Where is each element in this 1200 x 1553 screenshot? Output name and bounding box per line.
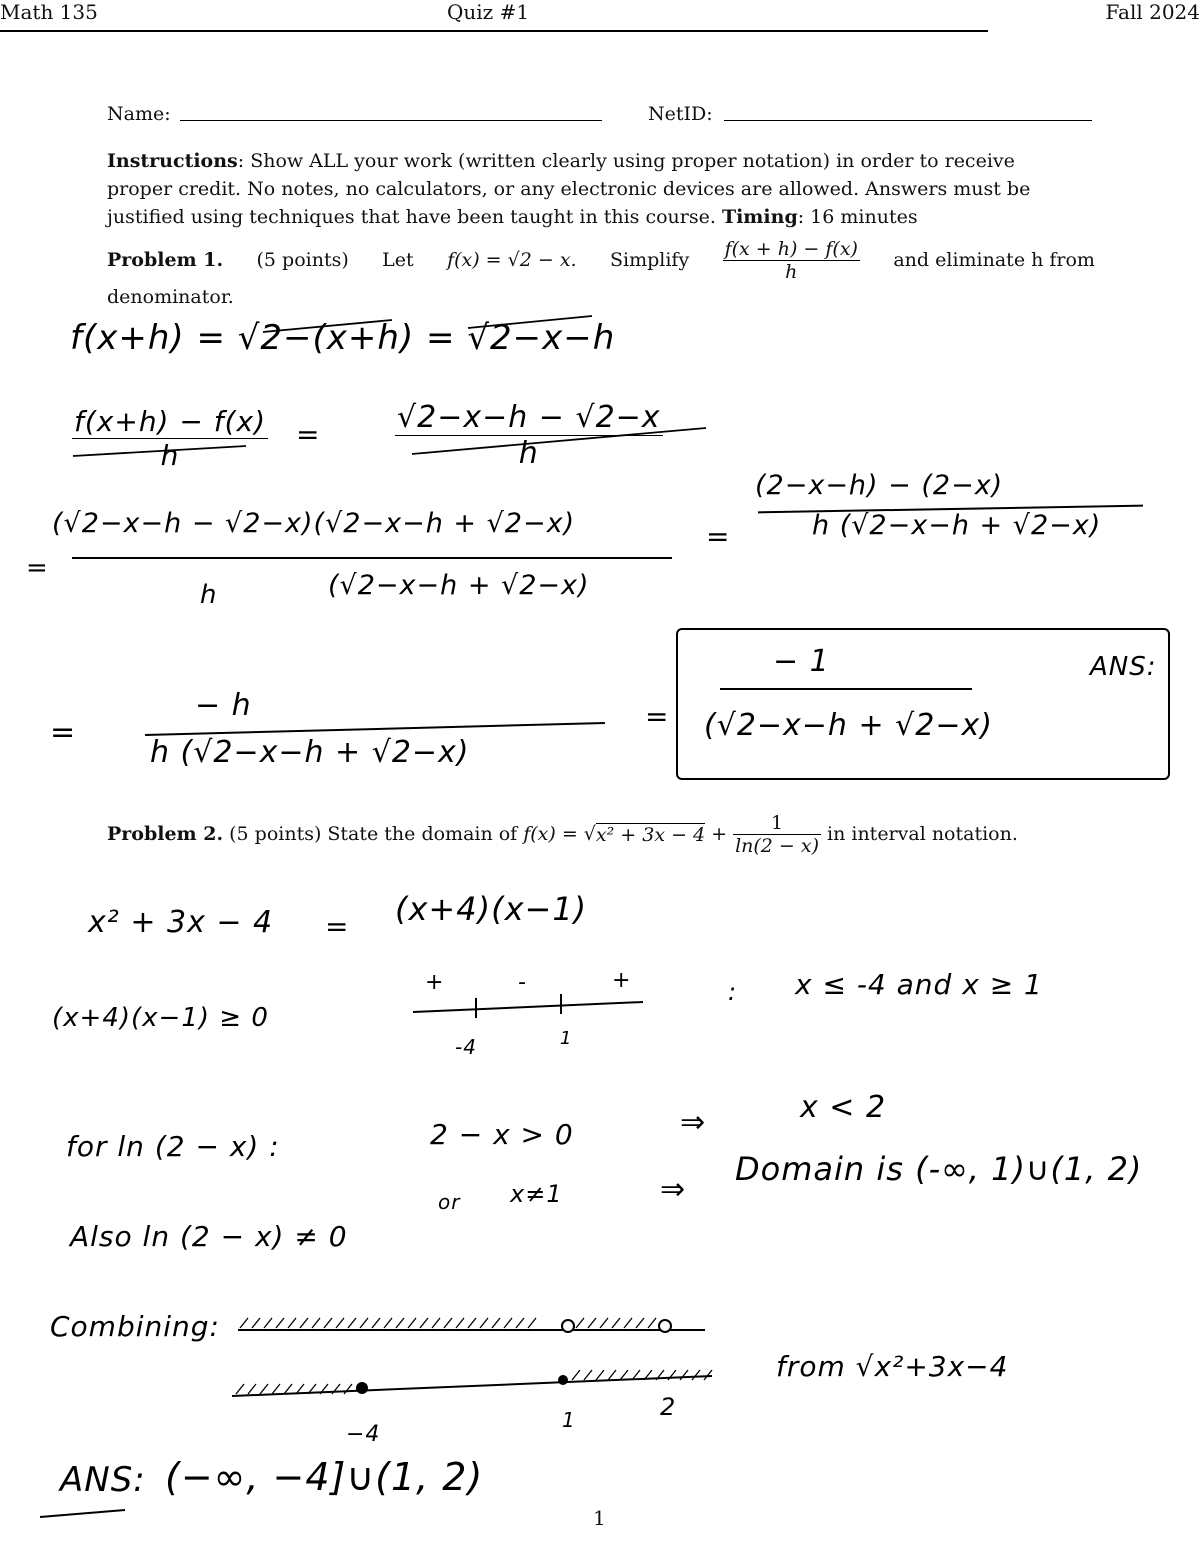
timing-value: : 16 minutes <box>797 206 918 228</box>
final-answer: (−∞, −4]∪(1, 2) <box>165 1455 484 1499</box>
problem1-frac-den: h <box>785 260 798 283</box>
course-title: Math 135 <box>0 0 98 24</box>
hw-p2-or: or <box>438 1190 461 1214</box>
problem2-func-left: f(x) = √ <box>523 823 596 845</box>
combining-lower-line <box>232 1370 712 1396</box>
hw-p1-line4-num: − h <box>195 688 252 723</box>
hw-p2-ln-cond: 2 − x > 0 <box>430 1118 574 1151</box>
quiz-title: Quiz #1 <box>447 0 530 24</box>
hw-p1-line4-den: h (√2−x−h + √2−x) <box>150 735 470 770</box>
hw-p1-line3-rhs-num: (2−x−h) − (2−x) <box>755 470 1004 501</box>
hw-p1-line3-eq: = <box>706 520 731 553</box>
hw-p2-colon: : <box>728 978 738 1006</box>
p1-rhs-fracbar <box>412 428 706 454</box>
hw-p1-line3-num: (√2−x−h − √2−x)(√2−x−h + √2−x) <box>52 508 576 539</box>
problem1-label: Problem 1. <box>107 249 224 271</box>
answer-underline <box>40 1510 125 1517</box>
hw-p2-ln-for: for ln (2 − x) : <box>66 1130 280 1163</box>
problem1-tail: and eliminate h from <box>893 249 1095 271</box>
hw-p1-line2-eq: = <box>296 418 321 451</box>
name-label: Name: <box>107 103 171 125</box>
problem2-points: (5 points) <box>229 823 322 845</box>
hw-p2-ln-result: x < 2 <box>800 1090 887 1125</box>
hw-p2-sign-minus: - <box>518 970 527 995</box>
hw-p2-neq1: x≠1 <box>510 1180 563 1208</box>
hw-p2-factor-rhs: (x+4)(x−1) <box>395 890 588 928</box>
instructions-line2: proper credit. No notes, no calculators, or any electronic devices are allowed. Answers must be <box>107 178 1031 200</box>
hw-p2-tick-m4: -4 <box>455 1035 477 1059</box>
open-point-1 <box>562 1320 574 1332</box>
upper-hatch-right <box>576 1318 656 1328</box>
p1-sqrt-strokes <box>73 316 706 456</box>
hw-p1-line3-eq-start: = <box>26 553 49 583</box>
hw-p2-also: Also ln (2 − x) ≠ 0 <box>70 1220 348 1253</box>
page-number: 1 <box>593 1506 606 1530</box>
problem2-radicand: x² + 3x − 4 <box>595 823 706 846</box>
hw-p2-sign-plus2: + <box>612 968 632 993</box>
problem1-points: (5 points) <box>256 249 349 271</box>
p1-answer-label: ANS: <box>1090 652 1157 682</box>
term: Fall 2024 <box>1105 0 1200 24</box>
p1-answer-num: − 1 <box>773 644 830 679</box>
closed-point-m4 <box>357 1383 367 1393</box>
sign-axis <box>413 1002 643 1012</box>
hw-p2-factor-eq: = <box>325 910 350 943</box>
problem1-let: Let <box>382 249 414 271</box>
problem1-simplify: Simplify <box>609 249 690 271</box>
hw-p2-arrow2: ⇒ <box>660 1172 687 1207</box>
problem1-line2: denominator. <box>107 286 234 308</box>
hw-p1-line3-rhs-den: h (√2−x−h + √2−x) <box>812 510 1102 541</box>
hw-p2-sign-plus1: + <box>425 970 445 995</box>
problem2-text-pre: State the domain of <box>327 823 518 845</box>
hw-p1-line1: f(x+h) = √2−(x+h) = √2−x−h <box>70 318 616 358</box>
p1-answer-den: (√2−x−h + √2−x) <box>704 708 993 743</box>
final-answer-label: ANS: <box>60 1460 146 1500</box>
instructions-line1: : Show ALL your work (written clearly using proper notation) in order to receive <box>237 150 1015 172</box>
hw-p1-line4-eq2: = <box>645 700 670 733</box>
hw-p2-from: from √x²+3x−4 <box>776 1350 1009 1383</box>
nl-label-m4: −4 <box>346 1422 381 1447</box>
problem2-frac-num: 1 <box>733 812 821 835</box>
hw-p1-line2-rhs-num: √2−x−h − √2−x <box>397 400 661 435</box>
problem2-label: Problem 2. <box>107 823 224 845</box>
timing-label: Timing <box>721 206 798 228</box>
instructions-label: Instructions <box>107 150 238 172</box>
sqrt-bar-1 <box>263 320 392 332</box>
hw-p2-tick-1: 1 <box>560 1028 573 1049</box>
sqrt-bar-2 <box>468 316 592 328</box>
upper-hatch-left <box>240 1318 536 1328</box>
nl-label-1: 1 <box>562 1408 576 1432</box>
hw-p2-sign-number-line <box>413 994 643 1018</box>
hw-p2-sign-result: x ≤ -4 and x ≥ 1 <box>795 968 1043 1001</box>
hw-p2-domain: Domain is (-∞, 1)∪(1, 2) <box>735 1150 1143 1188</box>
closed-point-1 <box>559 1376 567 1384</box>
hw-p1-line3-den-paren: (√2−x−h + √2−x) <box>328 570 590 601</box>
netid-label: NetID: <box>648 103 713 125</box>
hw-p2-combining: Combining: <box>50 1310 220 1343</box>
lower-axis <box>232 1376 712 1396</box>
hw-p1-line2-lhs-den: h <box>160 439 180 472</box>
nl-label-2: 2 <box>660 1393 677 1421</box>
hw-p1-line2-lhs-num: f(x+h) − f(x) <box>74 405 267 438</box>
p1-lhs-fracbar <box>73 446 246 456</box>
hw-p2-inequality: (x+4)(x−1) ≥ 0 <box>52 1003 269 1033</box>
problem2-plus: + <box>711 823 728 845</box>
hw-p1-line4-eq: = <box>50 715 77 750</box>
hw-p1-line2-rhs-den: h <box>518 436 539 471</box>
problem1-frac-num: f(x + h) − f(x) <box>724 237 858 260</box>
problem2-text-post: in interval notation. <box>827 823 1018 845</box>
problem2-frac-den: ln(2 − x) <box>735 834 820 857</box>
hw-p2-arrow1: ⇒ <box>680 1105 707 1140</box>
instructions-line3: justified using techniques that have been taught in this course. <box>107 206 716 228</box>
combining-upper-line <box>238 1318 705 1332</box>
hw-p2-factor-lhs: x² + 3x − 4 <box>88 905 274 940</box>
open-point-2 <box>659 1320 671 1332</box>
hw-p1-line3-den-h: h <box>200 580 218 610</box>
problem1-function: f(x) = √2 − x. <box>447 249 577 271</box>
